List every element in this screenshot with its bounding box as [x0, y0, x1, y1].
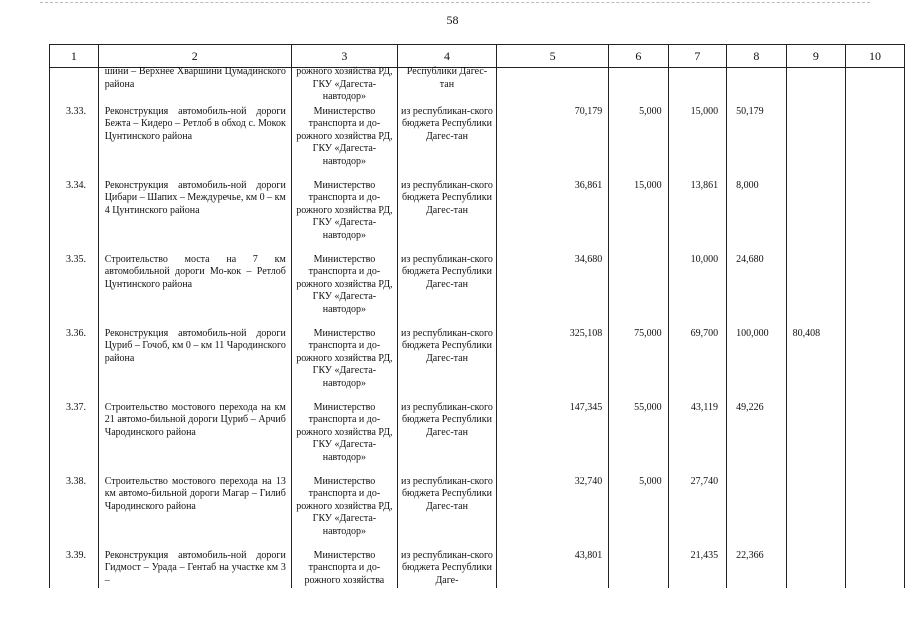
- value-cell-col10: [846, 252, 905, 326]
- value-cell-col8: 8,000: [727, 178, 787, 252]
- column-header: 6: [609, 45, 668, 68]
- table-row: [50, 474, 905, 548]
- value-cell-col6: [609, 548, 668, 588]
- value-cell-col7: [668, 68, 726, 104]
- table-row: [50, 400, 905, 474]
- value-cell-col9: [786, 178, 845, 252]
- value-cell-col6: 75,000: [609, 326, 668, 400]
- column-header: 3: [291, 45, 397, 68]
- value-cell-col7: 13,861: [668, 178, 726, 252]
- value-cell-col7: 27,740: [668, 474, 726, 548]
- value-cell-col10: [846, 104, 905, 178]
- column-header: 5: [497, 45, 609, 68]
- value-cell-col8: 50,179: [727, 104, 787, 178]
- description-cell: Реконструкция автомобиль-ной дороги Бежта – Кидеро – Ретлоб в обход с. Мокок Цунтинского района: [98, 104, 291, 178]
- value-cell-col7: 69,700: [668, 326, 726, 400]
- funding-source-cell: из республикан-ского бюджета Республики Дагес-тан: [397, 104, 496, 178]
- description-cell: шини – Верхнее Хваршини Цумадинского района: [98, 68, 291, 104]
- executor-cell: рожного хозяйства РД, ГКУ «Дагеста-навтодор»: [291, 68, 397, 104]
- executor-cell: Министерство транспорта и до-рожного хозяйства РД, ГКУ «Дагеста-навтодор»: [291, 178, 397, 252]
- funding-source-cell: из республикан-ского бюджета Республики Дагес-тан: [397, 400, 496, 474]
- description-cell: Строительство мостового перехода на км 21 автомо-бильной дороги Цуриб – Арчиб Чародинского района: [98, 400, 291, 474]
- total-value-cell: 70,179: [497, 104, 609, 178]
- table-row: [50, 104, 905, 178]
- scan-top-edge: [40, 2, 870, 3]
- funding-source-cell: из республикан-ского бюджета Республики Дагес-тан: [397, 178, 496, 252]
- value-cell-col8: [727, 474, 787, 548]
- funding-source-cell: Республики Дагес-тан: [397, 68, 496, 104]
- description-cell: Строительство мостового перехода на 13 км автомо-бильной дороги Магар – Гилиб Чародинского района: [98, 474, 291, 548]
- value-cell-col6: [609, 68, 668, 104]
- funding-source-cell: из республикан-ского бюджета Республики Дагес-тан: [397, 326, 496, 400]
- table-row: [50, 548, 905, 588]
- row-number-cell: 3.34.: [50, 178, 99, 252]
- table-row: [50, 326, 905, 400]
- budget-table: [49, 44, 905, 588]
- value-cell-col9: 80,408: [786, 326, 845, 400]
- page-number: 58: [446, 13, 459, 27]
- value-cell-col6: 5,000: [609, 104, 668, 178]
- row-number-cell: 3.33.: [50, 104, 99, 178]
- value-cell-col9: [786, 104, 845, 178]
- description-cell: Реконструкция автомобиль-ной дороги Гидмост – Урада – Гентаб на участке км 3 –: [98, 548, 291, 588]
- row-number-cell: 3.37.: [50, 400, 99, 474]
- funding-source-cell: из республикан-ского бюджета Республики Даге-: [397, 548, 496, 588]
- description-cell: Реконструкция автомобиль-ной дороги Цуриб – Гочоб, км 0 – км 11 Чародинского района: [98, 326, 291, 400]
- total-value-cell: 43,801: [497, 548, 609, 588]
- value-cell-col9: [786, 400, 845, 474]
- value-cell-col10: [846, 326, 905, 400]
- value-cell-col6: 15,000: [609, 178, 668, 252]
- value-cell-col7: 43,119: [668, 400, 726, 474]
- value-cell-col9: [786, 252, 845, 326]
- description-cell: Строительство моста на 7 км автомобильной дороги Мо-кок – Ретлоб Цунтинского района: [98, 252, 291, 326]
- column-header: 7: [668, 45, 726, 68]
- column-header: 9: [786, 45, 845, 68]
- executor-cell: Министерство транспорта и до-рожного хозяйства РД, ГКУ «Дагеста-навтодор»: [291, 104, 397, 178]
- executor-cell: Министерство транспорта и до-рожного хозяйства РД, ГКУ «Дагеста-навтодор»: [291, 400, 397, 474]
- value-cell-col8: [727, 68, 787, 104]
- total-value-cell: 34,680: [497, 252, 609, 326]
- total-value-cell: 325,108: [497, 326, 609, 400]
- column-header: 1: [50, 45, 99, 68]
- value-cell-col10: [846, 548, 905, 588]
- description-cell: Реконструкция автомобиль-ной дороги Цибари – Шапих – Междуречье, км 0 – км 4 Цунтинского района: [98, 178, 291, 252]
- executor-cell: Министерство транспорта и до-рожного хозяйства: [291, 548, 397, 588]
- total-value-cell: 147,345: [497, 400, 609, 474]
- value-cell-col8: 100,000: [727, 326, 787, 400]
- table-row-continuation: [50, 68, 905, 104]
- column-header: 8: [727, 45, 787, 68]
- table-row: [50, 178, 905, 252]
- value-cell-col8: 22,366: [727, 548, 787, 588]
- value-cell-col8: 24,680: [727, 252, 787, 326]
- table-row: [50, 252, 905, 326]
- value-cell-col10: [846, 474, 905, 548]
- funding-source-cell: из республикан-ского бюджета Республики Дагес-тан: [397, 474, 496, 548]
- row-number-cell: 3.36.: [50, 326, 99, 400]
- total-value-cell: 32,740: [497, 474, 609, 548]
- value-cell-col10: [846, 178, 905, 252]
- column-header: 4: [397, 45, 496, 68]
- executor-cell: Министерство транспорта и до-рожного хозяйства РД, ГКУ «Дагеста-навтодор»: [291, 326, 397, 400]
- value-cell-col6: 55,000: [609, 400, 668, 474]
- total-value-cell: [497, 68, 609, 104]
- funding-source-cell: из республикан-ского бюджета Республики Дагес-тан: [397, 252, 496, 326]
- executor-cell: Министерство транспорта и до-рожного хозяйства РД, ГКУ «Дагеста-навтодор»: [291, 474, 397, 548]
- row-number-cell: 3.35.: [50, 252, 99, 326]
- value-cell-col9: [786, 548, 845, 588]
- value-cell-col6: [609, 252, 668, 326]
- row-number-cell: [50, 68, 99, 104]
- value-cell-col9: [786, 68, 845, 104]
- value-cell-col6: 5,000: [609, 474, 668, 548]
- value-cell-col8: 49,226: [727, 400, 787, 474]
- value-cell-col10: [846, 400, 905, 474]
- row-number-cell: 3.38.: [50, 474, 99, 548]
- column-header: 2: [98, 45, 291, 68]
- table-header-row: [50, 45, 905, 68]
- value-cell-col7: 10,000: [668, 252, 726, 326]
- value-cell-col9: [786, 474, 845, 548]
- executor-cell: Министерство транспорта и до-рожного хозяйства РД, ГКУ «Дагеста-навтодор»: [291, 252, 397, 326]
- value-cell-col7: 15,000: [668, 104, 726, 178]
- column-header: 10: [846, 45, 905, 68]
- row-number-cell: 3.39.: [50, 548, 99, 588]
- total-value-cell: 36,861: [497, 178, 609, 252]
- value-cell-col7: 21,435: [668, 548, 726, 588]
- value-cell-col10: [846, 68, 905, 104]
